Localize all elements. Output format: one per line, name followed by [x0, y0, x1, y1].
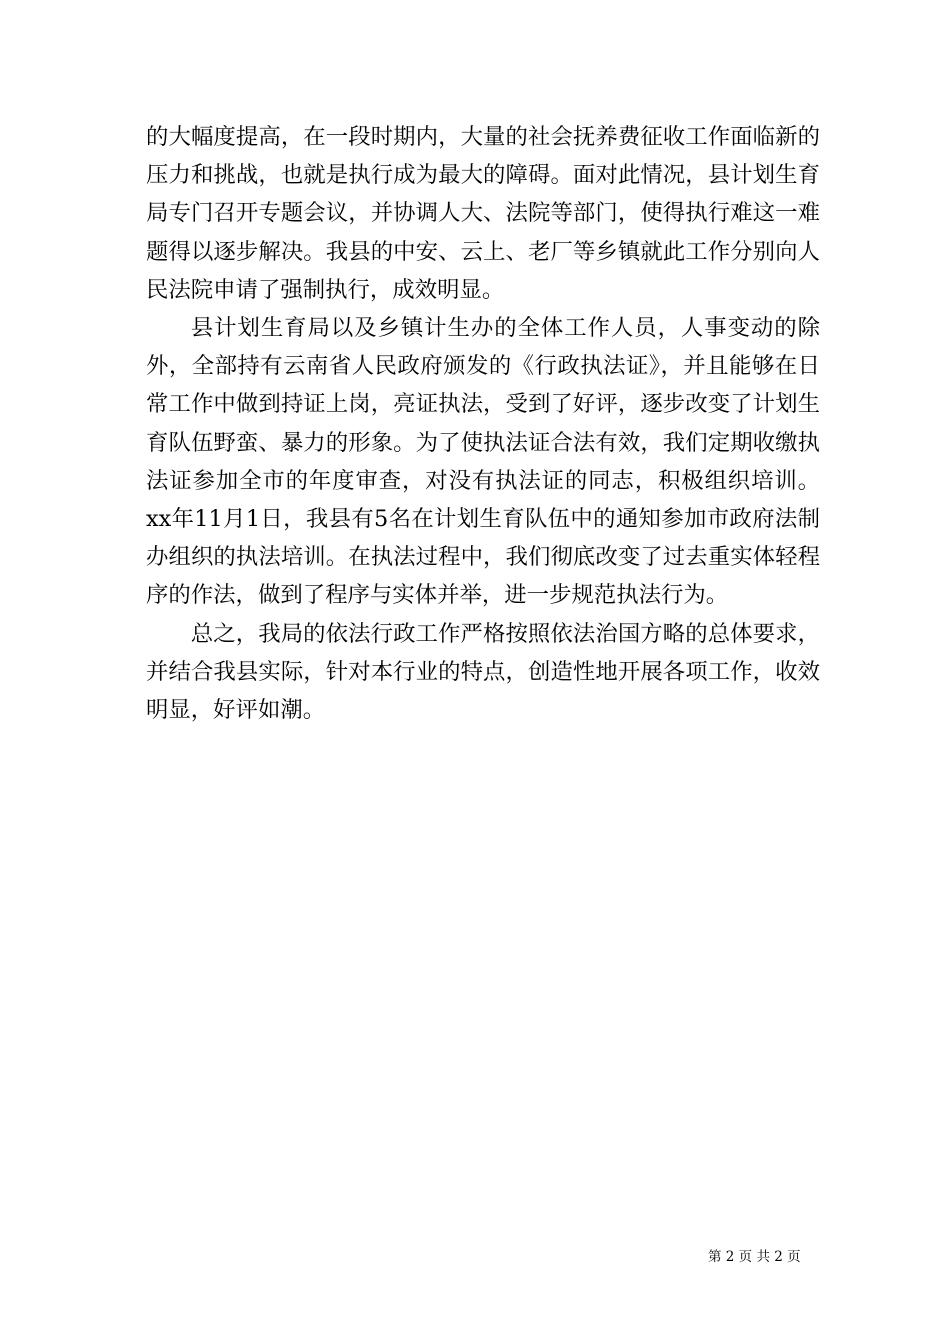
paragraph-summary: 总之，我局的依法行政工作严格按照依法治国方略的总体要求，并结合我县实际，针对本行业的特点，创造性地开展各项工作，收效明显，好评如潮。 [146, 620, 820, 724]
paragraph-certification: 县计划生育局以及乡镇计生办的全体工作人员，人事变动的除外，全部持有云南省人民政府颁发的《行政执法证》，并且能够在日常工作中做到持证上岗，亮证执法，受到了好评，逐步改变了计划生育队伍野蛮、暴力的形象。为了使执法证合法有效，我们定期收缴执法证参加全市的年度审查，对没有执法证的同志，积极组织培训。xx年11月1日，我县有5名在计划生育队伍中的通知参加市政府法制办组织的执法培训。在执法过程中，我们彻底改变了过去重实体轻程序的作法，做到了程序与实体并举，进一步规范执法行为。 [146, 315, 820, 609]
paragraph-continuation: 的大幅度提高，在一段时期内，大量的社会抚养费征收工作面临新的压力和挑战，也就是执行成为最大的障碍。面对此情况，县计划生育局专门召开专题会议，并协调人大、法院等部门，使得执行难这一难题得以逐步解决。我县的中安、云上、老厂等乡镇就此工作分别向人民法院申请了强制执行，成效明显。 [146, 124, 820, 303]
page-number-footer: 第 2 页 共 2 页 [708, 1249, 801, 1265]
document-body [146, 118, 820, 729]
